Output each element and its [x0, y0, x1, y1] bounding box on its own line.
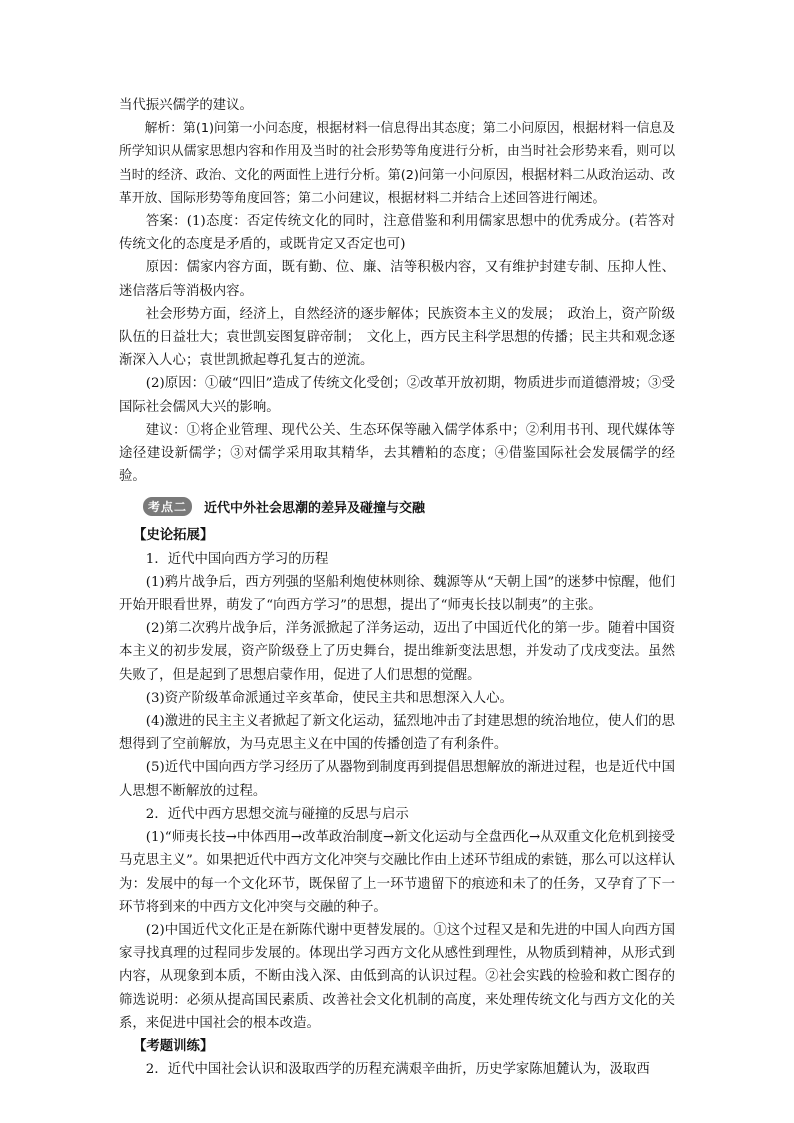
paragraph-continued: 当代振兴儒学的建议。	[119, 98, 253, 113]
training-question: 2．近代中国社会认识和汲取西学的历程充满艰辛曲折，历史学家陈旭麓认为，汲取西	[145, 1062, 650, 1078]
history-header: 【史论拓展】	[133, 527, 214, 544]
explanation-paragraph: 解析：第(1)问第一小问态度，根据材料一信息得出其态度；第二小问原因，根据材料一信息及所学知识从儒家思想内容和作用及当时的社会形势等角度进行分析，由当时社会形势来看，则可以当时的经济、政治、文化的两面性上进行分析。第(2)问第一小问原因，根据材料二从政治运动、改革开放、国际形势等角度回答；第二小问建议，根据材料二并结合上述回答进行阐述。	[119, 121, 675, 206]
answer-social-situation: 社会形势方面，经济上，自然经济的逐步解体；民族资本主义的发展； 政治上，资产阶级队伍的日益壮大；袁世凯妄图复辟帝制； 文化上，西方民主科学思想的传播；民主共和观念逐渐深入人心；袁世凯掀起尊孔复古的逆流。	[119, 306, 675, 369]
answer-suggestion: 建议：①将企业管理、现代公关、生态环保等融入儒学体系中；②利用书刊、现代媒体等途径建设新儒学；③对儒学采用取其精华，去其糟粕的态度；④借鉴国际社会发展儒学的经验。	[119, 422, 675, 485]
reflection-point-2: (2)中国近代文化正是在新陈代谢中更替发展的。①这个过程又是和先进的中国人向西方国家寻找真理的过程同步发展的。体现出学习西方文化从感性到理性，从物质到精神，从形式到内容，从现象到本质，不断由浅入深、由低到高的认识过程。②社会实践的检验和救亡图存的筛选说明：必须从提高国民素质、改善社会文化机制的高度，来处理传统文化与西方文化的关系，来促进中国社会的根本改造。	[119, 922, 675, 1031]
answer-reason: 原因：儒家内容方面，既有勤、位、廉、洁等积极内容，又有维护封建专制、压抑人性、迷信落后等消极内容。	[119, 260, 675, 299]
history-subheading-2: 2．近代中西方思想交流与碰撞的反思与启示	[145, 806, 409, 822]
history-point-3: (3)资产阶级革命派通过辛亥革命，使民主共和思想深入人心。	[145, 690, 513, 706]
answer-part2-reason: (2)原因：①破“四旧”造成了传统文化受创；②改革开放初期，物质进步而道德滑坡；③受国际社会儒风大兴的影响。	[119, 376, 675, 415]
section-badge: 考点二	[143, 497, 192, 516]
history-point-2: (2)第二次鸦片战争后，洋务派掀起了洋务运动，迈出了中国近代化的第一步。随着中国资本主义的初步发展，资产阶级登上了历史舞台，提出维新变法思想，并发动了戊戌变法。虽然失败了，但是起到了思想启蒙作用，促进了人们思想的觉醒。	[119, 621, 675, 683]
history-subheading-1: 1．近代中国向西方学习的历程	[145, 551, 329, 567]
section-title: 近代中外社会思潮的差异及碰撞与交融	[204, 500, 426, 516]
document-page	[119, 94, 675, 1081]
reflection-point-1: (1)“师夷长技→中体西用→改革政治制度→新文化运动与全盘西化→从双重文化危机到接受马克思主义”。如果把近代中西方文化冲突与交融比作由上述环节组成的索链，那么可以这样认为：发展中的每一个文化环节，既保留了上一环节遗留下的痕迹和未了的任务，又孕育了下一环节将到来的中西方文化冲突与交融的种子。	[119, 830, 675, 915]
history-point-5: (5)近代中国向西方学习经历了从器物到制度再到提倡思想解放的渐进过程，也是近代中国人思想不断解放的过程。	[119, 760, 675, 799]
history-point-4: (4)激进的民主主义者掀起了新文化运动，猛烈地冲击了封建思想的统治地位，使人们的思想得到了空前解放，为马克思主义在中国的传播创造了有利条件。	[119, 714, 675, 753]
section-heading	[143, 494, 675, 518]
answer-attitude: 答案：(1)态度：否定传统文化的同时，注意借鉴和利用儒家思想中的优秀成分。(若答对传统文化的态度是矛盾的，或既肯定又否定也可)	[119, 214, 675, 253]
training-header: 【考题训练】	[133, 1037, 214, 1054]
history-point-1: (1)鸦片战争后，西方列强的坚船利炮使林则徐、魏源等从“天朝上国”的迷梦中惊醒，他们开始开眼看世界，萌发了“向西方学习”的思想，提出了“师夷长技以制夷”的主张。	[119, 574, 675, 614]
